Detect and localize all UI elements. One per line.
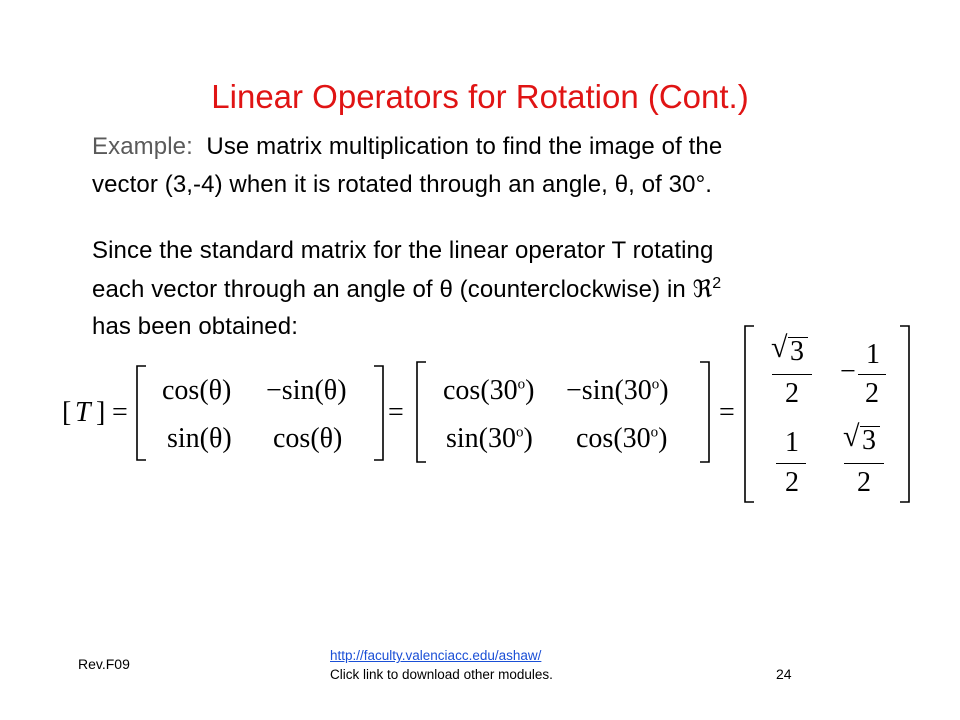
m1-r1c1: cos(θ) [162, 375, 232, 406]
footer-link[interactable]: http://faculty.valenciacc.edu/ashaw/ [330, 648, 542, 663]
example-text: Use matrix multiplication to find the image of the [206, 133, 723, 160]
m3-r1c1-numerator: 3 [790, 336, 804, 367]
m2-r2c1 [446, 423, 533, 455]
m2-r2c2-close: ) [658, 423, 668, 454]
footer-revision: Rev.F09 [78, 656, 130, 672]
lhs-variable-t: T [75, 397, 91, 428]
equals-sign-3: = [719, 397, 735, 428]
m3-r1c2-denominator: 2 [865, 378, 879, 409]
m3-r1c1-fraction-bar [772, 374, 812, 375]
example-line-2: vector (3,-4) when it is rotated through an angle, θ, of 30°. [92, 171, 713, 198]
example-label: Example: [92, 133, 193, 160]
real-numbers-exponent: 2 [712, 275, 722, 292]
m2-r1c1-close: ) [525, 375, 535, 406]
equals-sign-1: = [112, 397, 128, 428]
slide-number: 24 [776, 666, 792, 682]
m2-r1c2-text: −sin(30 [566, 375, 652, 406]
m2-r1c1-text: cos(30 [443, 375, 518, 406]
m2-r1c1-degree: o [517, 376, 526, 393]
body-line-3: Since the standard matrix for the linear operator T rotating [92, 237, 714, 264]
m2-r2c2-degree: o [650, 424, 659, 441]
m3-r2c2-fraction-bar [844, 463, 884, 464]
footer-link-caption: Click link to download other modules. [330, 667, 553, 682]
m2-r1c1 [443, 375, 534, 407]
m3-r1c1-denominator: 2 [785, 378, 799, 409]
m1-r1c2: −sin(θ) [266, 375, 347, 406]
body-line-4-text: each vector through an angle of θ (counterclockwise) in [92, 276, 686, 303]
body-line-5: has been obtained: [92, 313, 298, 340]
equals-sign-2: = [388, 397, 404, 428]
m1-r2c1: sin(θ) [167, 423, 232, 454]
m3-r2c2-numerator: 3 [862, 425, 876, 456]
lhs-open-bracket: [ [62, 397, 72, 428]
m3-r2c1-denominator: 2 [785, 467, 799, 498]
m1-r2c2: cos(θ) [273, 423, 343, 454]
m3-r2c1-fraction-bar [776, 463, 806, 464]
m2-r1c2 [566, 375, 669, 407]
lhs-close-bracket: ] [96, 397, 106, 428]
m3-r2c2-sqrt-sign: √ [843, 420, 860, 453]
m2-r2c2-text: cos(30 [576, 423, 651, 454]
m3-r2c2-denominator: 2 [857, 467, 871, 498]
m3-r1c2-fraction-bar [858, 374, 886, 375]
m2-r1c2-close: ) [659, 375, 669, 406]
m3-r1c2-minus: − [840, 356, 856, 387]
m2-r2c1-text: sin(30 [446, 423, 516, 454]
m2-r2c1-close: ) [523, 423, 533, 454]
m2-r2c1-degree: o [516, 424, 524, 441]
m2-r1c2-degree: o [651, 376, 660, 393]
m3-r2c1-numerator: 1 [785, 427, 799, 458]
m3-r1c2-numerator: 1 [866, 339, 880, 370]
m3-r1c1-sqrt-sign: √ [771, 331, 788, 364]
slide-title: Linear Operators for Rotation (Cont.) [211, 78, 749, 115]
m2-r2c2 [576, 423, 667, 455]
real-numbers-symbol: ℜ [692, 275, 713, 303]
